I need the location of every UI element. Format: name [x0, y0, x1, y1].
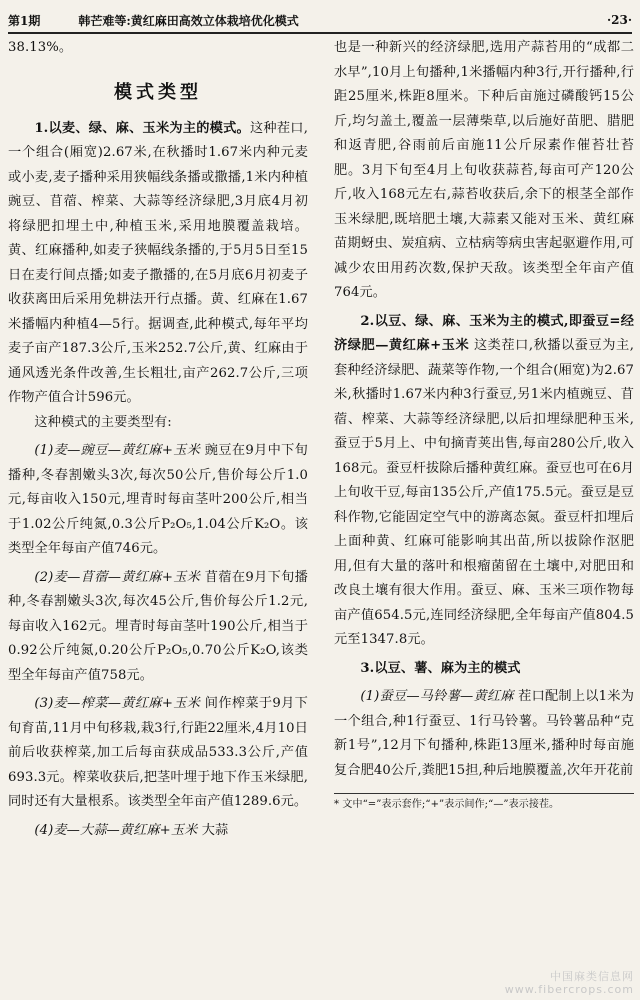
paragraph-1-heading: 1.以麦、绿、麻、玉米为主的模式。 [34, 120, 250, 136]
left-column [8, 36, 308, 986]
watermark-line-1: 中国麻类信息网 [550, 970, 634, 983]
right-paragraph-4 [334, 685, 634, 783]
right-paragraph-2 [334, 310, 634, 653]
subtype-4-body: 大蒜 [201, 822, 229, 838]
right-paragraph-1: 也是一种新兴的经济绿肥,选用产蒜苔用的“成都二水早”,10月上旬播种,1米播幅内种3行,开行播种,行距25厘米,株距8厘米。下种后亩施过磷酸钙15公斤,均匀盖土,覆盖一层薄柴草,以后施好苗肥、腊肥和返青肥,谷雨前后亩施11公斤尿素作催苔壮苔肥。3月下旬至4月上旬收获蒜苔,每亩可产120公斤,收入168元左右,蒜苔收获后,余下的根茎全部作玉米绿肥,既培肥土壤,大蒜素又能对玉米、黄红麻苗期蚜虫、炭疽病、立枯病等病虫害起驱避作用,可减少农田用药次数,保护天敌。该类型全年亩产值764元。 [334, 40, 634, 300]
subtype-3-label: (3)麦—榨菜—黄红麻+玉米 [34, 696, 201, 711]
paragraph-6 [8, 819, 308, 844]
subtype-1-label: (1)麦—豌豆—黄红麻+玉米 [34, 443, 201, 458]
paragraph-1 [8, 117, 308, 411]
page-header [8, 8, 632, 34]
paragraph-1-body: 这种茬口,一个组合(厢宽)2.67米,在秋播时1.67米内种元麦或小麦,麦子播种采用狭幅线条播或撒播,1米内种植豌豆、苜蓿、榨菜、大蒜等经济绿肥,3月底4月初将绿肥扣埋土中,种植玉米,采用地膜覆盖栽培。黄、红麻播种,如麦子狭幅线条播的,于5月5日至15日在麦行间点播;如麦子撒播的,在5月底6月初麦子收获离田后采用免耕法开行点播。黄、红麻在1.67米播幅内种植4—5行。据调查,此种模式,每年平均麦子亩产187.3公斤,玉米252.7公斤,黄、红麻由于通风透光条件改善,生长粗壮,亩产262.7公斤,三项作物产值合计596元。 [8, 120, 308, 405]
subtype-4-label: (4)麦—大蒜—黄红麻+玉米 [34, 822, 198, 838]
right-column [334, 36, 634, 986]
subtype-2-label: (2)麦—苜蓿—黄红麻+玉米 [34, 569, 201, 585]
subtype-3-body: 间作榨菜于9月下旬育苗,11月中旬移栽,栽3行,行距22厘米,4月10日前后收获榨菜,加工后每亩获成品533.3公斤,产值693.3元。榨菜收获后,把茎叶埋于地下作玉米绿肥,同时还有大量根系。该类型全年亩产值1289.6元。 [8, 696, 308, 809]
subtype-2-body: 苜蓿在9月下旬播种,冬春割嫩头3次,每次45公斤,售价每公斤1.2元,每亩收入162元。埋青时每亩茎叶190公斤,相当于0.92公斤纯氮,0.20公斤P₂O₅,0.70公斤K₂O,该类型全年每亩产值758元。 [8, 569, 308, 683]
section-title: 模式类型 [114, 81, 202, 103]
mode-2-heading: 2.以豆、绿、麻、玉米为主的模式,即蚕豆=经济绿肥—黄红麻+玉米 [334, 313, 634, 353]
page-number: ·23· [606, 13, 632, 27]
mode-3-subtype-1-label: (1)蚕豆—马铃薯—黄红麻 [360, 689, 514, 704]
carryover-text: 38.13%。 [8, 40, 73, 55]
mode-3-heading: 3.以豆、薯、麻为主的模式 [360, 660, 521, 676]
footnote: * 文中“=”表示套作;“+”表示间作;“—”表示接茬。 [334, 793, 634, 813]
mode-3-subtype-1-body: 茬口配制上以1米为一个组合,种1行蚕豆、1行马铃薯。马铃薯品种“克新1号”,12月下旬播种,株距13厘米,播种时每亩施复合肥40公斤,粪肥15担,种后地膜覆盖,次年开花前 [334, 689, 634, 778]
issue-number: 第1期 [8, 13, 41, 28]
paragraph-5 [8, 692, 308, 815]
paragraph-4 [8, 566, 308, 689]
watermark-line-2: www.fibercrops.com [504, 983, 634, 996]
running-title: 韩芒难等:黄红麻田高效立体栽培优化模式 [78, 13, 299, 28]
paragraph-2: 这种模式的主要类型有: [34, 414, 172, 430]
paragraph-3 [8, 439, 308, 562]
site-watermark [505, 970, 634, 996]
subtype-1-body: 豌豆在9月中下旬播种,冬春割嫩头3次,每次50公斤,售价每公斤1.0元,每亩收入150元,埋青时每亩茎叶200公斤,相当于1.02公斤纯氮,0.3公斤P₂O₅,1.04公斤K₂O。该类型全年每亩产值746元。 [8, 443, 308, 556]
mode-2-body: 这类茬口,秋播以蚕豆为主,套种经济绿肥、蔬菜等作物,一个组合(厢宽)为2.67米,秋播时1.67米内种3行蚕豆,另1米内植豌豆、苜蓿、榨菜、大蒜等经济绿肥,以后扣埋绿肥种玉米,蚕豆于5月上、中旬摘青荚出售,每亩280公斤,收入168元。蚕豆杆拔除后播种黄红麻。蚕豆也可在6月上旬收干豆,每亩135公斤,产值175.5元。蚕豆是豆科作物,它能固定空气中的游离态氮。蚕豆杆扣埋后上面种黄、红麻可能影响其出苗,所以拔除作沤肥用,但有大量的落叶和根瘤菌留在土壤中,对肥田和改良土壤有很大作用。蚕豆、麻、玉米三项作物每亩产值654.5元,连同经济绿肥,全年每亩产值804.5元至1347.8元。 [334, 338, 634, 647]
